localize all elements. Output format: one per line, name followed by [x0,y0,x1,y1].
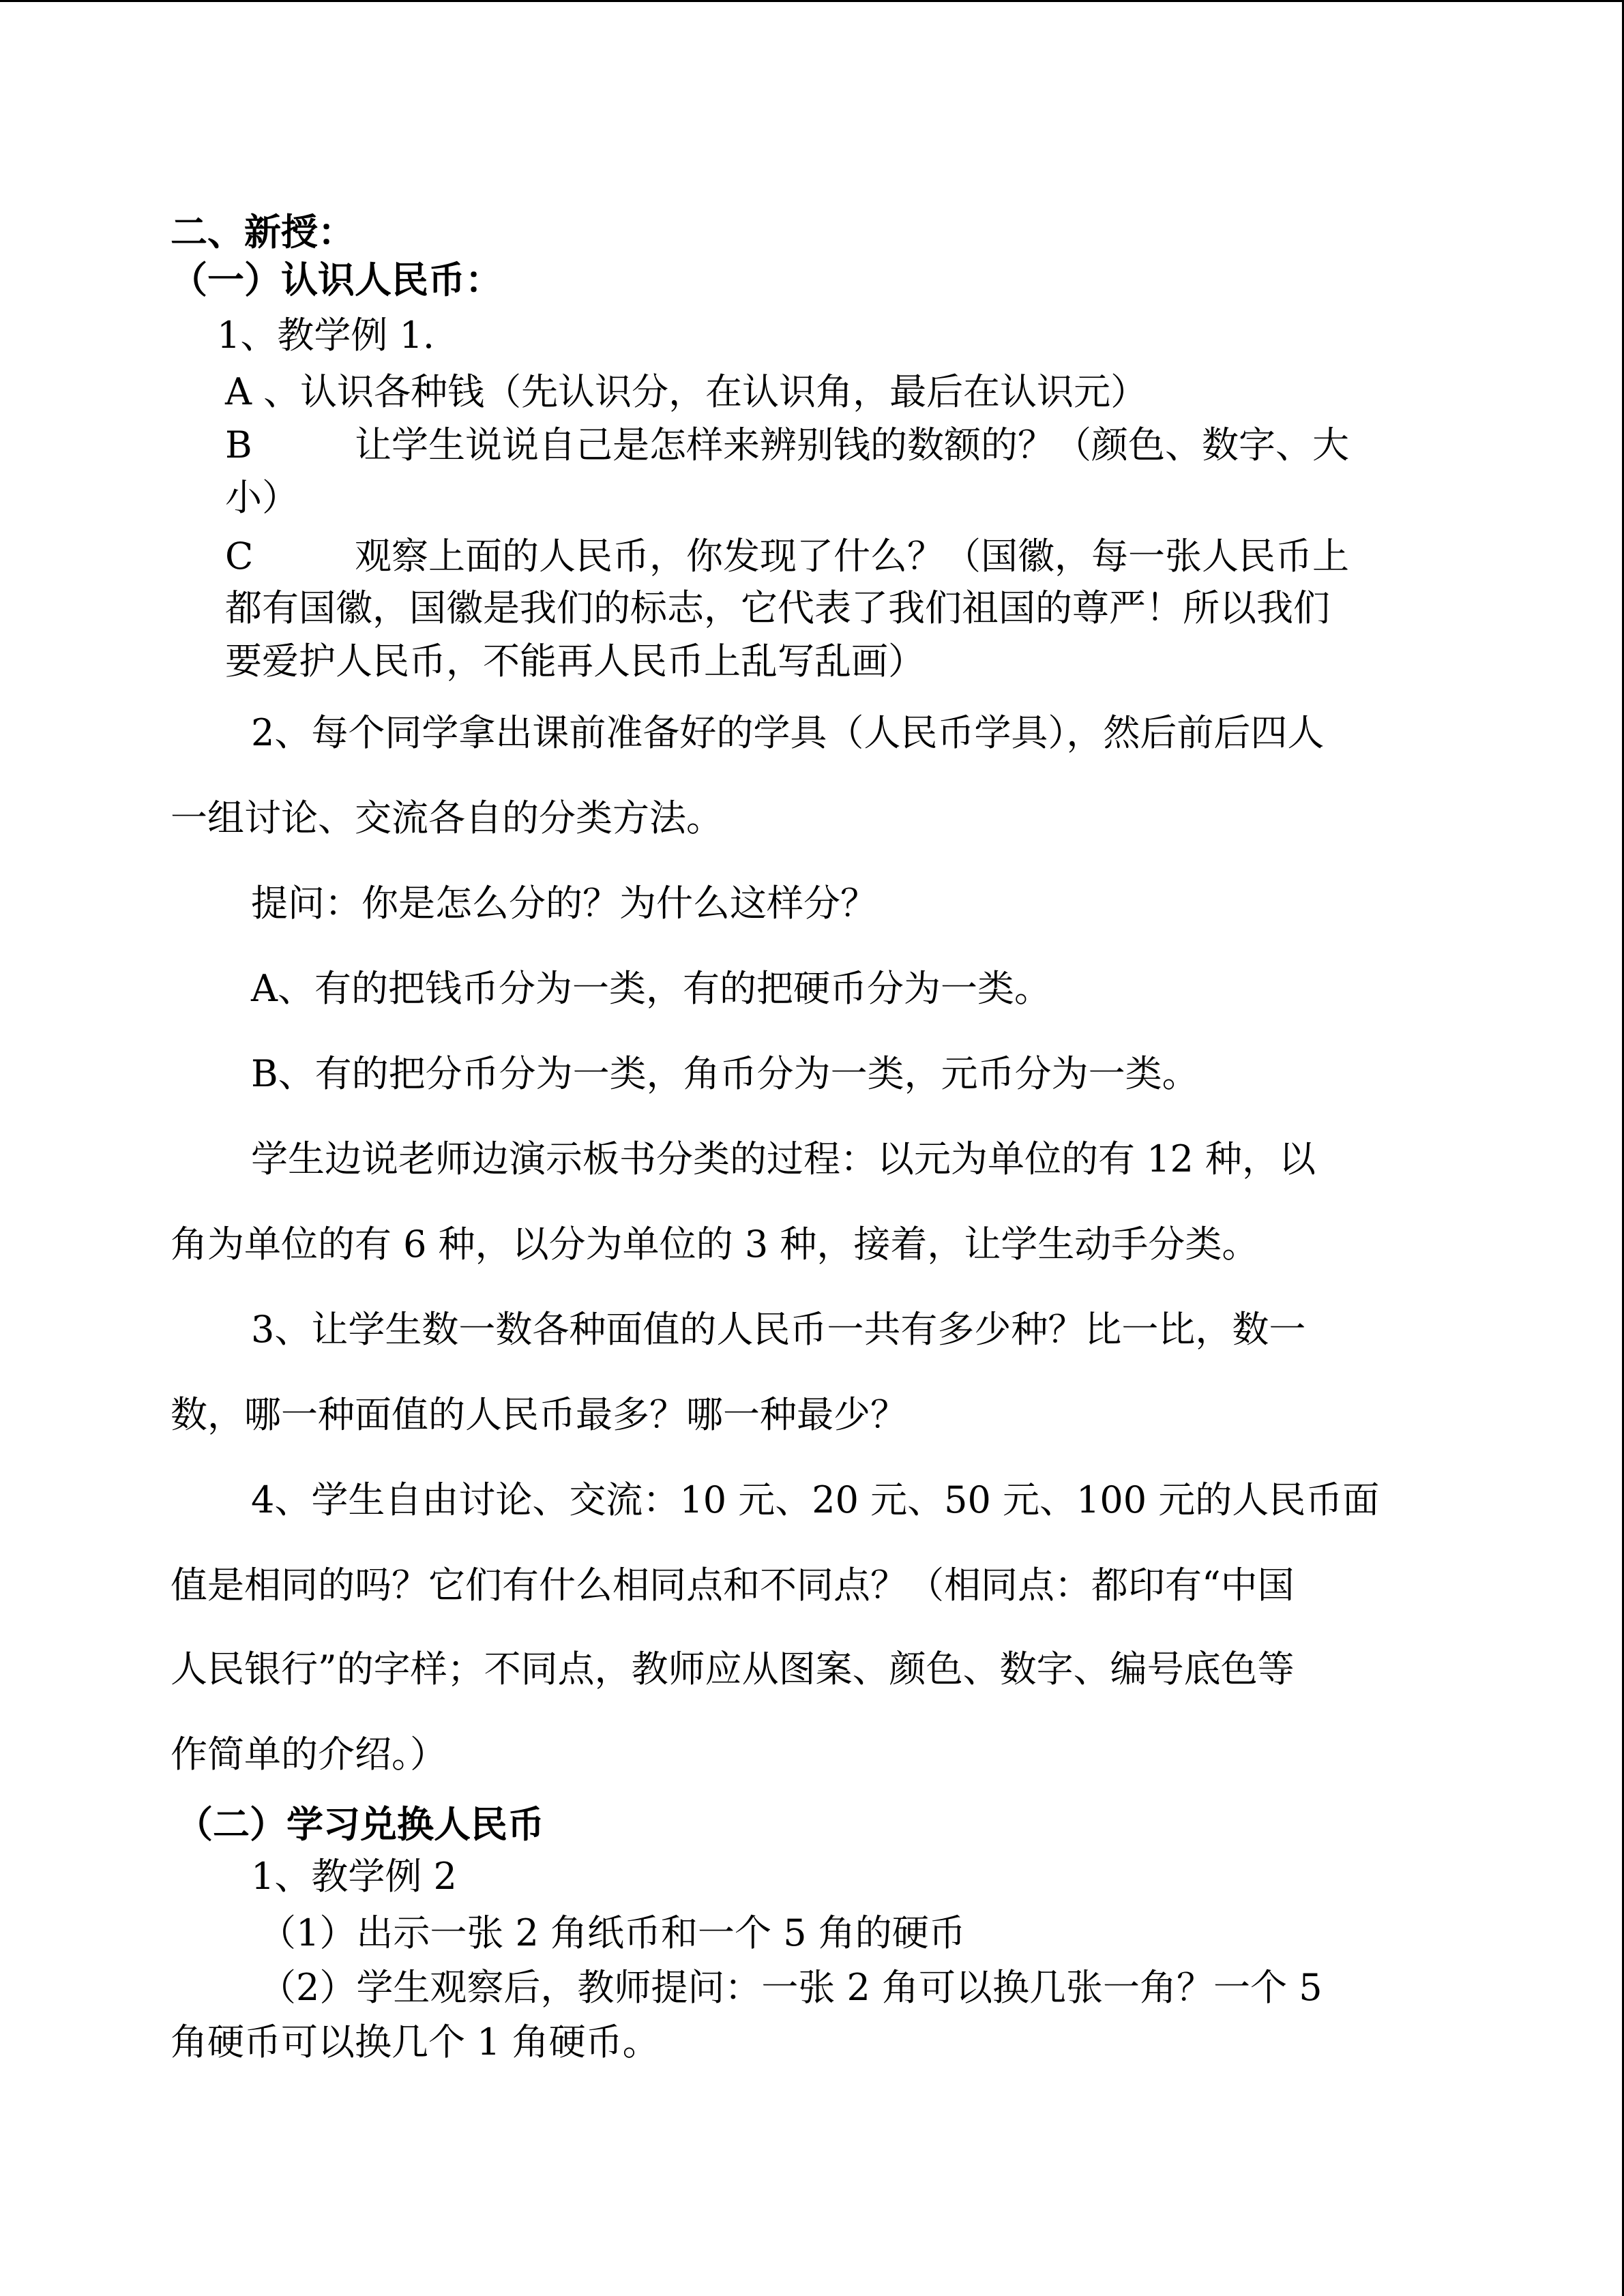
part2-heading: （二）学习兑换人民币 [176,1802,544,1846]
part1-item2-line2: 一组讨论、交流各自的分类方法。 [171,796,723,839]
part1-item1-b-line2: 小） [225,476,299,519]
part2-item1-title: 1、教学例 2 [251,1855,457,1898]
part1-item1-c-line3: 要爱护人民币，不能再人民币上乱写乱画） [225,640,925,683]
part1-item2-line1: 2、每个同学拿出课前准备好的学具（人民币学具），然后前后四人 [251,711,1325,754]
part1-item1-c-line2: 都有国徽，国徽是我们的标志，它代表了我们祖国的尊严！所以我们 [225,586,1330,629]
part1-item2-question: 提问：你是怎么分的？为什么这样分？ [251,882,877,925]
part1-item2-demo-line1: 学生边说老师边演示板书分类的过程：以元为单位的有 12 种，以 [251,1137,1316,1180]
part1-item4-line1: 4、学生自由讨论、交流：10 元、20 元、50 元、100 元的人民币面 [251,1478,1380,1521]
part2-item1-step1: （1）出示一张 2 角纸币和一个 5 角的硬币 [259,1911,966,1954]
part1-heading: （一）认识人民币： [171,258,502,301]
part1-item4-line2: 值是相同的吗？它们有什么相同点和不同点？（相同点：都印有“中国 [171,1564,1295,1607]
part1-item2-answer-b: B、有的把分币分为一类，角币分为一类，元币分为一类。 [251,1052,1199,1095]
part1-item4-line3: 人民银行”的字样；不同点，教师应从图案、颜色、数字、编号底色等 [171,1648,1295,1690]
part1-item1-c-label: C [225,535,254,578]
part2-item1-step2-line1: （2）学生观察后，教师提问：一张 2 角可以换几张一角？一个 5 [259,1966,1323,2009]
part2-item1-step2-line2: 角硬币可以换几个 1 角硬币。 [171,2021,660,2063]
part1-item1-a: A 、认识各种钱（先认识分，在认识角，最后在认识元） [225,370,1148,413]
section-heading: 二、新授： [171,210,355,254]
part1-item1-b-label: B [225,423,252,466]
part1-item1-title: 1、教学例 1. [217,314,435,357]
part1-item3-line2: 数，哪一种面值的人民币最多？哪一种最少？ [171,1393,907,1436]
part1-item1-c-line1: 观察上面的人民币，你发现了什么？（国徽，每一张人民币上 [355,535,1349,578]
part1-item3-line1: 3、让学生数一数各种面值的人民币一共有多少种？比一比，数一 [251,1308,1306,1351]
part1-item2-demo-line2: 角为单位的有 6 种，以分为单位的 3 种，接着，让学生动手分类。 [171,1223,1259,1266]
part1-item4-line4: 作简单的介绍。） [171,1733,447,1776]
part1-item2-answer-a: A、有的把钱币分为一类，有的把硬币分为一类。 [251,967,1051,1010]
part1-item1-b-line1: 让学生说说自己是怎样来辨别钱的数额的？（颜色、数字、大 [355,423,1349,466]
